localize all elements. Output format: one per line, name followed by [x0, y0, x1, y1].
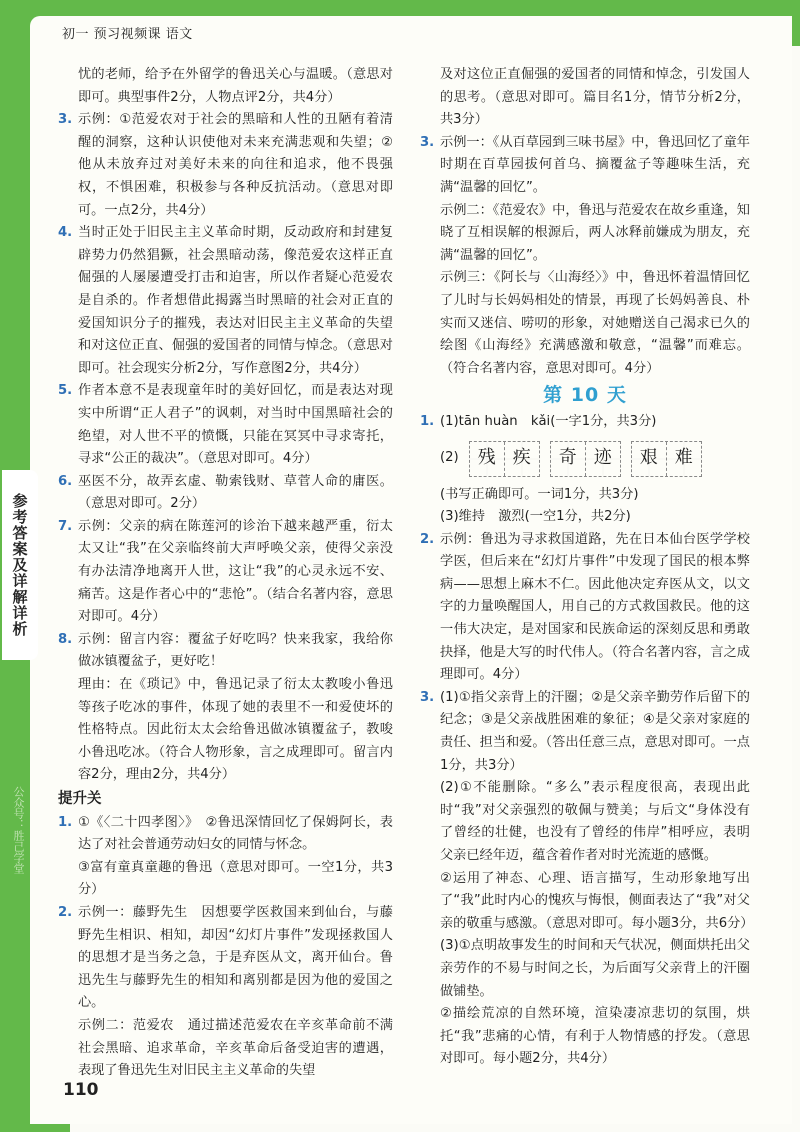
answer-item [58, 812, 393, 902]
item-extra: ②运用了神态、心理、语言描写，生动形象地写出了“我”此时内心的愧疚与悔恨，侧面表达了“我”对父亲的敬重与感激。（意思对即可。每小题3分，共6分） [440, 870, 754, 931]
item-number: 2. [420, 531, 435, 547]
grid-cell: 疾 [505, 442, 539, 476]
item-text: 作者本意不是表现童年时的美好回忆，而是表达对现实中所谓“正人君子”的讽刺，对当时中国黑暗社会的绝望，对人世不平的愤慨，只能在冥冥中寻求寄托，寻求“公正的裁决”。（意思对即可。4分） [78, 383, 393, 467]
item-extra: ②描绘荒凉的自然环境，渲染凄凉悲切的氛围，烘托“我”悲痛的心情，有利于人物情感的抒发。（意思对即可。每小题2分，共4分） [440, 1006, 750, 1067]
item-text: (1)tān huàn kǎi(一字1分，共3分) [440, 413, 657, 429]
item-number: 3. [58, 112, 73, 128]
page-number: 110 [63, 1080, 99, 1100]
grid-cell: 难 [667, 442, 701, 476]
answer-item [58, 516, 393, 629]
item-text: 示例：①范爱农对于社会的黑暗和人性的丑陋有着清醒的洞察，这种认识使他对未来充满悲观和失望；②他从未放弃过对美好未来的向往和追求，他不畏强权，不惧困难，积极参与各种反抗活动。（意思对即可。一点2分，共4分） [78, 112, 393, 218]
item-text: ①《〈二十四孝图〉》 ②鲁迅深情回忆了保姆阿长，表达了对社会普通劳动妇女的同情与怀念。 [78, 814, 393, 853]
side-tab-label: 参考答案及详解详析 [2, 470, 38, 660]
grid-cell: 艰 [632, 442, 667, 476]
item-text: 示例一：《从百草园到三味书屋》中，鲁迅回忆了童年时期在百草园拔何首乌、摘覆盆子等趣味生活，充满“温馨的回忆”。 [440, 134, 750, 195]
grid-word [550, 441, 621, 477]
item-text: 示例：父亲的病在陈莲河的诊治下越来越严重，衍太太又让“我”在父亲临终前大声呼唤父亲，使得父亲没有办法清净地离开人世，这让“我”的心灵永远不安、痛苦。这是作者心中的“悲怆”。（结合名著内容，意思对即可。4分） [78, 518, 393, 625]
item-extra: (2)①不能删除。“多么”表示程度很高，表现出此时“我”对父亲强烈的敬佩与赞美；与后文“身体没有了曾经的壮健，也没有了曾经的伟岸”相呼应，表明父亲已经年迈，蕴含着作者对时光流逝的感慨。 [440, 780, 750, 863]
right-column [420, 64, 754, 1071]
left-continuation: 忧的老师，给予在外留学的鲁迅关心与温暖。（意思对即可。典型事件2分，人物点评2分，共4分） [78, 67, 393, 105]
item-number: 6. [58, 473, 73, 489]
item-number: 8. [58, 631, 73, 647]
grid-cell: 残 [470, 442, 505, 476]
answer-item [58, 902, 393, 1083]
right-continuation: 及对这位正直倔强的爱国者的同情和悼念，引发国人的思考。（意思对即可。篇目名1分，情节分析2分，共3分） [440, 67, 750, 128]
grid-cell: 迹 [586, 442, 620, 476]
item-number: 5. [58, 383, 73, 399]
item-text: 示例一：藤野先生 因想要学医救国来到仙台，与藤野先生相识、相知，却因“幻灯片事件”发现拯救国人的思想才是当务之急，于是弃医从文，离开仙台。鲁迅先生与藤野先生的相知和离别都是因为他的爱国之心。 [78, 904, 393, 1011]
left-column [58, 64, 393, 1083]
item-number: 3. [420, 689, 435, 705]
item-number: 4. [58, 225, 73, 241]
item-extra: 示例三：《阿长与〈山海经〉》中，鲁迅怀着温情回忆了儿时与长妈妈相处的情景，再现了长妈妈善良、朴实而又迷信、唠叨的形象，对她赠送自己渴求已久的绘图《山海经》充满感激和敬意，“温馨”而难忘。（符合名著内容，意思对即可。4分） [440, 270, 750, 376]
day-title: 第 10 天 [543, 384, 627, 407]
section-heading: 提升关 [58, 791, 102, 807]
answer-item [420, 687, 754, 1071]
item-extra: 示例二：《范爱农》中，鲁迅与范爱农在故乡重逢，知晓了互相误解的根源后，两人冰释前嫌成为朋友，充满“温馨的回忆”。 [440, 202, 750, 263]
answer-item [420, 529, 750, 687]
answer-item [420, 132, 750, 381]
item-text: 巫医不分，故弄玄虚、勒索钱财、草菅人命的庸医。（意思对即可。2分） [78, 473, 393, 512]
grid-word [631, 441, 702, 477]
item-text: 示例：鲁迅为寻求救国道路，先在日本仙台医学学校学医，但后来在“幻灯片事件”中发现了国民的根本弊病——思想上麻木不仁。因此他决定弃医从文，以文字的力量唤醒国人，用自己的方式救国救民。他的这一伟大决定，是对国家和民族命运的深刻反思和勇敢抉择，他是大写的时代伟人。（符合名著内容，言之成理即可。4分） [440, 531, 750, 683]
item-number: 1. [58, 814, 73, 830]
answer-item [58, 629, 393, 787]
answer-item [58, 471, 393, 516]
watermark: 公众号：胜己学堂 [12, 786, 25, 874]
item-text: 当时正处于旧民主主义革命时期，反动政府和封建复辟势力仍然猖獗，社会黑暗动荡，像范爱农这样正直倔强的人屡屡遭受打击和迫害，所以作者疑心范爱农是自杀的。作者想借此揭露当时黑暗的社会对正直的爱国知识分子的摧残，表达对旧民主主义革命的失望和对这位正直、倔强的爱国者的同情与悼念。（意思对即可。社会现实分析2分，写作意图2分，共4分） [78, 225, 393, 376]
grid-cell: 奇 [551, 442, 586, 476]
item-extra: 示例二：范爱农 通过描述范爱农在辛亥革命前不满社会黑暗、追求革命，辛亥革命后备受迫害的遭遇，表现了鲁迅先生对旧民主主义革命的失望 [78, 1017, 393, 1079]
answer-item [420, 411, 750, 529]
item-number: 7. [58, 518, 73, 534]
item-text: (1)①指父亲背上的汗圈；②是父亲辛勤劳作后留下的纪念；③是父亲战胜困难的象征；④是父亲对家庭的责任、担当和爱。（答出任意三点，意思对即可。一点1分，共3分） [440, 689, 750, 773]
grid-prefix: (2) [440, 450, 459, 466]
item-number: 2. [58, 904, 73, 920]
item-text: 示例：留言内容：覆盆子好吃吗？快来我家，我给你做冰镇覆盆子，更好吃！ [78, 631, 393, 670]
side-tab [0, 470, 40, 660]
item-extra: ③富有童真童趣的鲁迅（意思对即可。一空1分，共3分） [78, 859, 393, 898]
answer-item [58, 109, 393, 222]
item-extra: 理由：在《琐记》中，鲁迅记录了衍太太教唆小鲁迅等孩子吃冰的事件，体现了她的表里不一和爱使坏的性格特点。因此衍太太会给鲁迅做冰镇覆盆子，教唆小鲁迅吃冰。（符合人物形象，言之成理即可。留言内容2分，理由2分，共4分） [78, 677, 393, 783]
item-extra: (书写正确即可。一词1分，共3分) [440, 486, 639, 502]
answer-item [58, 380, 393, 470]
item-number: 1. [420, 413, 435, 429]
item-number: 3. [420, 134, 435, 150]
page-header: 初一 预习视频课 语文 [62, 27, 193, 42]
grid-word [469, 441, 540, 477]
item-extra: (3)维持 激烈(一空1分，共2分) [440, 509, 631, 525]
item-extra: (3)①点明故事发生的时间和天气状况，侧面烘托出父亲劳作的不易与时间之长，为后面写父亲背上的汗圈做铺垫。 [440, 938, 750, 999]
answer-item [58, 222, 393, 380]
writing-grids [440, 436, 750, 482]
